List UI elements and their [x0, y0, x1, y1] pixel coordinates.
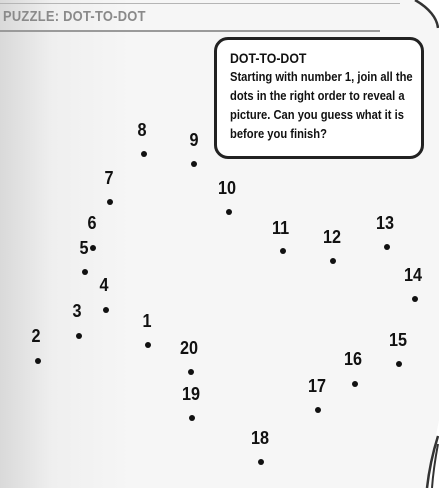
dot-label-5: 5 — [79, 238, 89, 258]
instructions-text: Starting with number 1, join all the dots in the right order to reveal a picture. Can you guess what it is before you finish? — [230, 69, 413, 141]
dot-label-12: 12 — [323, 227, 342, 247]
page-title: PUZZLE: DOT-TO-DOT — [3, 8, 146, 25]
dot-12[interactable] — [330, 258, 336, 264]
dot-15[interactable] — [396, 361, 402, 367]
dot-14[interactable] — [412, 296, 418, 302]
dot-label-18: 18 — [251, 428, 270, 448]
dot-label-15: 15 — [389, 330, 408, 350]
instructions-title: DOT-TO-DOT — [230, 50, 307, 66]
dot-10[interactable] — [226, 209, 232, 215]
dot-2[interactable] — [35, 358, 41, 364]
dot-18[interactable] — [258, 459, 264, 465]
dot-label-7: 7 — [104, 168, 114, 188]
dot-label-2: 2 — [31, 326, 41, 346]
dot-20[interactable] — [188, 369, 194, 375]
dot-label-13: 13 — [376, 213, 395, 233]
dot-label-16: 16 — [344, 349, 363, 369]
dot-label-1: 1 — [142, 311, 152, 331]
dot-label-6: 6 — [87, 213, 97, 233]
dot-label-10: 10 — [218, 178, 237, 198]
dot-label-4: 4 — [99, 275, 109, 295]
dot-19[interactable] — [189, 415, 195, 421]
dot-label-8: 8 — [137, 120, 147, 140]
dot-label-17: 17 — [308, 376, 327, 396]
dot-8[interactable] — [141, 151, 147, 157]
dot-label-20: 20 — [180, 338, 199, 358]
dot-3[interactable] — [76, 333, 82, 339]
dot-17[interactable] — [315, 407, 321, 413]
dot-1[interactable] — [145, 342, 151, 348]
dot-label-9: 9 — [189, 130, 199, 150]
dot-5b[interactable] — [82, 269, 88, 275]
dot-9[interactable] — [191, 161, 197, 167]
dot-label-3: 3 — [72, 301, 82, 321]
dot-16[interactable] — [352, 381, 358, 387]
dot-13[interactable] — [384, 244, 390, 250]
dot-7[interactable] — [107, 199, 113, 205]
dot-4[interactable] — [103, 307, 109, 313]
dot-label-11: 11 — [271, 218, 290, 238]
dot-11[interactable] — [280, 248, 286, 254]
dot-label-19: 19 — [182, 384, 201, 404]
dot-5a[interactable] — [90, 245, 96, 251]
dot-label-14: 14 — [404, 265, 423, 285]
